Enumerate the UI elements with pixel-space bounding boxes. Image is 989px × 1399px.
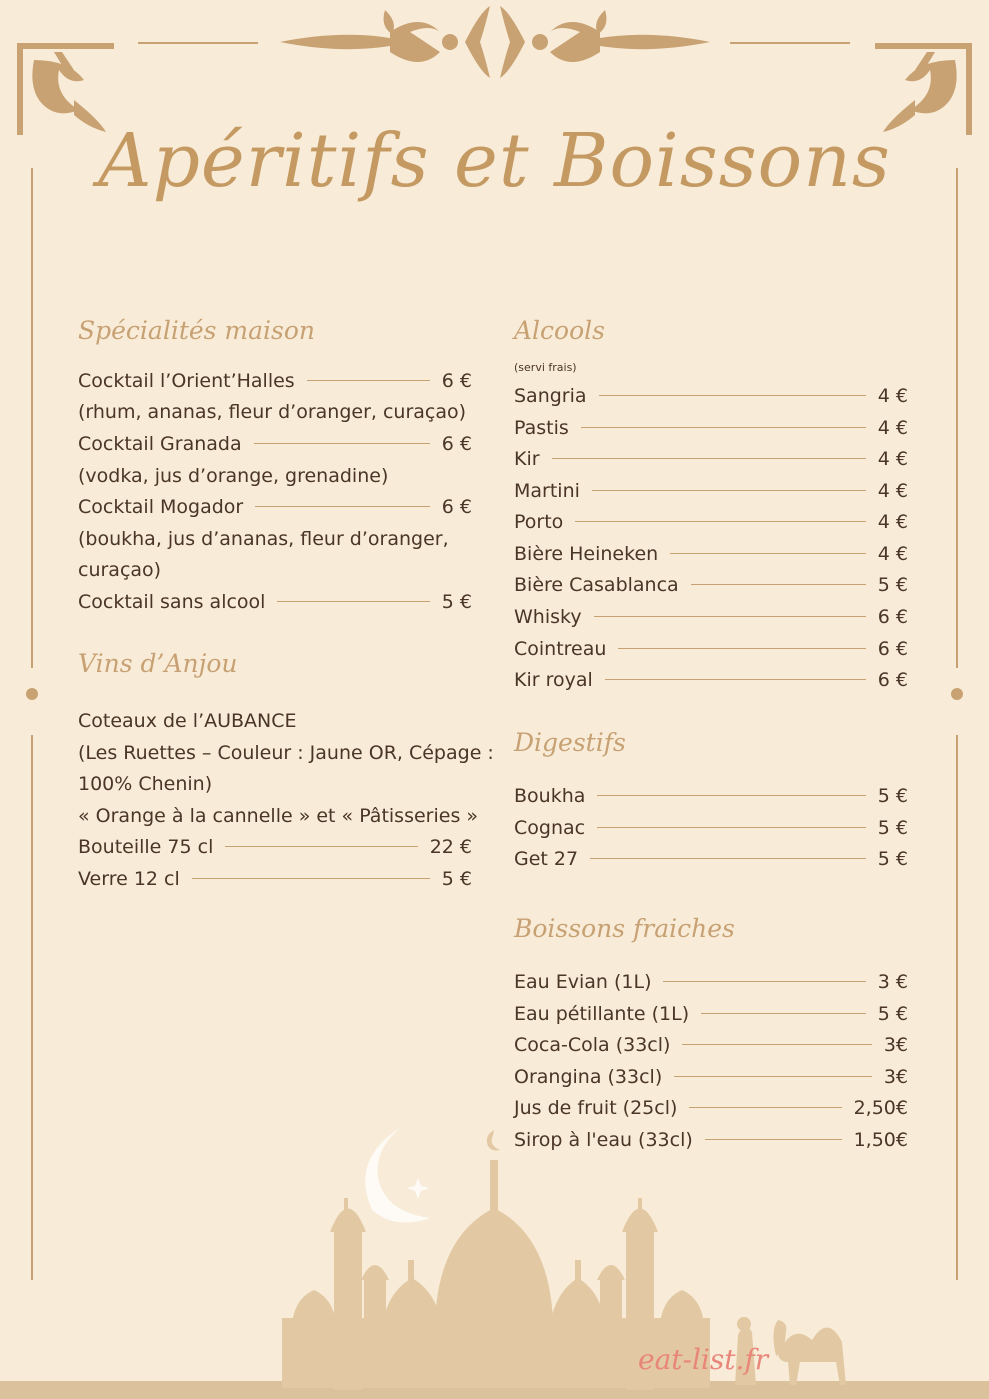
item-name: Coca-Cola (33cl) — [514, 1034, 671, 1056]
item-line — [514, 507, 908, 538]
top-line-left — [138, 42, 258, 44]
item-price: 5 € — [877, 785, 908, 807]
item-name: Boukha — [514, 785, 586, 807]
left-dot — [26, 688, 38, 700]
item-name: Kir — [514, 448, 540, 470]
item-price: 22 € — [429, 836, 472, 858]
item-line — [78, 366, 472, 397]
item-name: Cocktail l’Orient’Halles — [78, 370, 295, 392]
item-price: 6 € — [441, 370, 472, 392]
item-name: Cocktail sans alcool — [78, 591, 266, 613]
item-line — [514, 844, 908, 875]
item-line — [78, 429, 472, 460]
item-desc: (vodka, jus d’orange, grenadine) — [78, 465, 389, 487]
item-price: 4 € — [877, 543, 908, 565]
item-line — [78, 864, 472, 895]
item-line — [514, 381, 908, 412]
item-desc: (boukha, jus d’ananas, fleur d’oranger, — [78, 528, 449, 550]
item-name: Cointreau — [514, 638, 607, 660]
item-price: 5 € — [441, 591, 472, 613]
item-name: Pastis — [514, 417, 569, 439]
item-price: 3€ — [883, 1034, 908, 1056]
item-price: 3€ — [883, 1066, 908, 1088]
right-border-upper — [956, 168, 958, 668]
item-price: 6 € — [877, 638, 908, 660]
item-line — [514, 665, 908, 696]
top-ornament-icon — [280, 2, 710, 82]
vins-desc: 100% Chenin) — [78, 773, 213, 795]
item-price: 6 € — [441, 496, 472, 518]
left-border-upper — [31, 168, 33, 668]
item-desc: curaçao) — [78, 559, 162, 581]
item-price: 2,50€ — [853, 1097, 908, 1119]
item-line — [514, 413, 908, 444]
vins-desc: « Orange à la cannelle » et « Pâtisseries » — [78, 805, 479, 827]
item-line — [78, 492, 472, 523]
item-name: Cocktail Granada — [78, 433, 242, 455]
item-line — [514, 570, 908, 601]
item-name: Verre 12 cl — [78, 868, 180, 890]
vins-desc: Coteaux de l’AUBANCE — [78, 710, 297, 732]
item-line — [78, 587, 472, 618]
section-title-alcools: Alcools — [514, 316, 605, 345]
item-line — [514, 1030, 908, 1061]
item-name: Eau pétillante (1L) — [514, 1003, 690, 1025]
item-line — [514, 539, 908, 570]
item-name: Porto — [514, 511, 564, 533]
item-line — [514, 476, 908, 507]
item-line — [78, 832, 472, 863]
item-price: 4 € — [877, 448, 908, 470]
item-line — [514, 634, 908, 665]
item-line — [514, 1062, 908, 1093]
section-title-digestifs: Digestifs — [514, 728, 626, 757]
item-name: Kir royal — [514, 669, 593, 691]
right-dot — [951, 688, 963, 700]
item-price: 6 € — [877, 669, 908, 691]
item-line — [514, 781, 908, 812]
item-price: 6 € — [877, 606, 908, 628]
item-name: Bière Heineken — [514, 543, 659, 565]
item-line — [514, 602, 908, 633]
item-price: 5 € — [441, 868, 472, 890]
mosque-silhouette-icon — [0, 1100, 989, 1399]
item-name: Cocktail Mogador — [78, 496, 244, 518]
item-price: 6 € — [441, 433, 472, 455]
item-price: 4 € — [877, 417, 908, 439]
item-price: 4 € — [877, 480, 908, 502]
item-name: Cognac — [514, 817, 586, 839]
item-name: Sirop à l'eau (33cl) — [514, 1129, 693, 1151]
item-name: Martini — [514, 480, 580, 502]
item-name: Eau Evian (1L) — [514, 971, 652, 993]
item-name: Whisky — [514, 606, 582, 628]
item-name: Bouteille 75 cl — [78, 836, 214, 858]
item-price: 5 € — [877, 817, 908, 839]
item-price: 5 € — [877, 1003, 908, 1025]
item-name: Orangina (33cl) — [514, 1066, 663, 1088]
item-line — [514, 813, 908, 844]
section-title-vins: Vins d’Anjou — [78, 649, 238, 678]
item-line — [514, 999, 908, 1030]
section-title-specialites: Spécialités maison — [78, 316, 316, 345]
item-name: Bière Casablanca — [514, 574, 679, 596]
item-desc: (rhum, ananas, fleur d’oranger, curaçao) — [78, 401, 467, 423]
item-name: Sangria — [514, 385, 587, 407]
section-title-boissons: Boissons fraiches — [514, 914, 735, 943]
item-price: 5 € — [877, 848, 908, 870]
watermark-text: eat-list.fr — [638, 1343, 769, 1376]
item-price: 5 € — [877, 574, 908, 596]
item-line — [514, 444, 908, 475]
item-price: 1,50€ — [853, 1129, 908, 1151]
item-price: 4 € — [877, 385, 908, 407]
top-line-right — [730, 42, 850, 44]
alcools-note: (servi frais) — [514, 361, 577, 374]
item-name: Jus de fruit (25cl) — [514, 1097, 678, 1119]
item-line — [514, 967, 908, 998]
page-title: Apéritifs et Boissons — [98, 118, 891, 204]
item-price: 3 € — [877, 971, 908, 993]
vins-desc: (Les Ruettes – Couleur : Jaune OR, Cépage : — [78, 742, 494, 764]
item-name: Get 27 — [514, 848, 579, 870]
item-price: 4 € — [877, 511, 908, 533]
